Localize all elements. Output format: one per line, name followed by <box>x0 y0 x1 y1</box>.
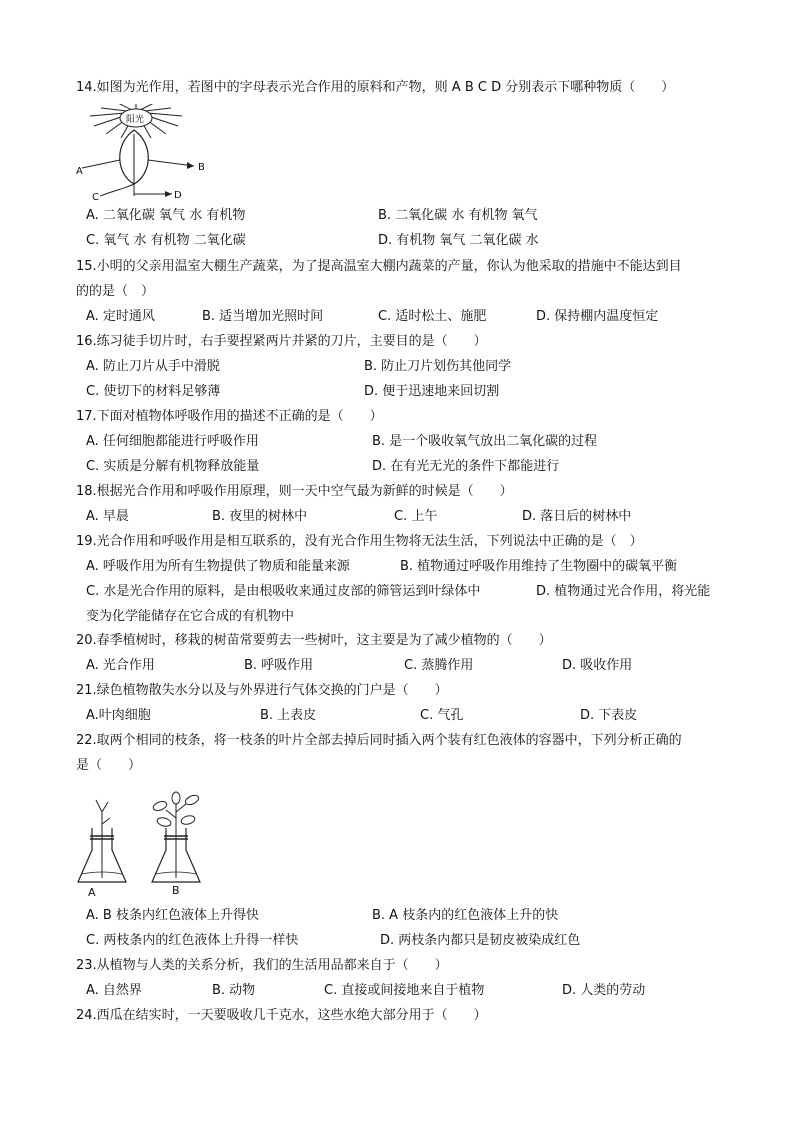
option-b[interactable]: B. 夜里的树林中 <box>212 509 308 524</box>
option-c[interactable]: C. 使切下的材料足够薄 <box>86 384 221 399</box>
option-a[interactable]: A. 早晨 <box>86 509 129 524</box>
option-c[interactable]: C. 实质是分解有机物释放能量 <box>86 459 260 474</box>
flask-a-label: A <box>88 886 96 898</box>
option-a[interactable]: A. B 枝条内红色液体上升得快 <box>86 908 259 923</box>
question-23-stem: 23.从植物与人类的关系分析，我们的生活用品都来自于（ ） <box>76 958 448 973</box>
option-a[interactable]: A. 任何细胞都能进行呼吸作用 <box>86 434 259 449</box>
option-d[interactable]: D. 两枝条内都只是韧皮被染成红色 <box>380 933 581 948</box>
question-15-stem-line-1: 15.小明的父亲用温室大棚生产蔬菜，为了提高温室大棚内蔬菜的产量，你认为他采取的措施中不能达到目 <box>76 259 682 274</box>
question-16-options-row-1 <box>86 357 736 377</box>
option-c[interactable]: C. 直接或间接地来自于植物 <box>324 983 485 998</box>
question-22-stem-line-2: 是（ ） <box>76 758 142 773</box>
option-a[interactable]: A. 自然界 <box>86 983 142 998</box>
question-18-options <box>86 507 736 527</box>
option-c[interactable]: C. 氧气 水 有机物 二氧化碳 <box>86 233 246 248</box>
option-b[interactable]: B. 呼吸作用 <box>244 658 314 673</box>
label-b: B <box>198 162 205 173</box>
question-22-stem-line-1: 22.取两个相同的枝条，将一枝条的叶片全部去掉后同时插入两个装有红色液体的容器中，下列分析正确的 <box>76 733 682 748</box>
question-22-options-row-1 <box>86 906 736 926</box>
option-c[interactable]: C. 上午 <box>394 509 438 524</box>
option-a[interactable]: A. 定时通风 <box>86 309 155 324</box>
flask-experiment-diagram <box>74 790 214 898</box>
question-14-options-row-2 <box>86 231 736 251</box>
arrow-a <box>82 160 120 168</box>
option-d[interactable]: D. 下表皮 <box>580 708 638 723</box>
option-a[interactable]: A. 二氧化碳 氧气 水 有机物 <box>86 208 246 223</box>
question-14-stem: 14.如图为光作用，若图中的字母表示光合作用的原料和产物，则 A B C D 分别表示下哪种物质（ ） <box>76 80 675 95</box>
flask-b-label: B <box>172 884 180 897</box>
label-c: C <box>92 192 99 203</box>
option-d[interactable]: D. 便于迅速地来回切割 <box>364 384 500 399</box>
question-24-stem: 24.西瓜在结实时，一天要吸收几千克水，这些水绝大部分用于（ ） <box>76 1008 487 1023</box>
option-c[interactable]: C. 水是光合作用的原料，是由根吸收来通过皮部的筛管运到叶绿体中 <box>86 584 481 599</box>
question-21-stem: 21.绿色植物散失水分以及与外界进行气体交换的门户是（ ） <box>76 683 448 698</box>
question-21-options <box>86 706 736 726</box>
option-c[interactable]: C. 适时松土、施肥 <box>378 309 487 324</box>
option-a[interactable]: A.叶肉细胞 <box>86 708 151 723</box>
option-b[interactable]: B. 上表皮 <box>260 708 317 723</box>
arrow-c <box>100 184 134 196</box>
photosynthesis-diagram <box>76 104 216 204</box>
option-b[interactable]: B. 防止刀片划伤其他同学 <box>364 359 512 374</box>
option-d[interactable]: D. 植物通过光合作用，将光能 <box>536 584 711 599</box>
option-d[interactable]: D. 落日后的树林中 <box>522 509 632 524</box>
option-a[interactable]: A. 防止刀片从手中滑脱 <box>86 359 220 374</box>
question-14-options-row-1 <box>86 206 736 226</box>
option-d[interactable]: D. 人类的劳动 <box>562 983 646 998</box>
option-a[interactable]: A. 呼吸作用为所有生物提供了物质和能量来源 <box>86 559 350 574</box>
question-19-stem: 19.光合作用和呼吸作用是相互联系的，没有光合作用生物将无法生活，下列说法中正确的是（ ） <box>76 534 643 549</box>
option-c[interactable]: C. 两枝条内的红色液体上升得一样快 <box>86 933 299 948</box>
question-15-stem-line-2: 的的是（ ） <box>76 284 155 299</box>
option-d[interactable]: D. 吸收作用 <box>562 658 633 673</box>
question-18-stem: 18.根据光合作用和呼吸作用原理，则一天中空气最为新鲜的时候是（ ） <box>76 484 513 499</box>
question-15-options <box>86 307 736 327</box>
question-17-options-row-2 <box>86 457 736 477</box>
label-a: A <box>76 166 83 177</box>
option-b[interactable]: B. 植物通过呼吸作用维持了生物圈中的碳氧平衡 <box>400 559 678 574</box>
option-b[interactable]: B. 适当增加光照时间 <box>202 309 324 324</box>
question-23-options <box>86 981 736 1001</box>
option-a[interactable]: A. 光合作用 <box>86 658 155 673</box>
sun-label: 阳光 <box>126 115 145 125</box>
option-c[interactable]: C. 蒸腾作用 <box>404 658 474 673</box>
question-20-stem: 20.春季植树时，移栽的树苗常要剪去一些树叶，这主要是为了减少植物的（ ） <box>76 633 552 648</box>
option-d[interactable]: D. 有机物 氧气 二氧化碳 水 <box>378 233 539 248</box>
question-20-options <box>86 656 736 676</box>
question-19-options-row-2 <box>86 582 736 602</box>
option-c[interactable]: C. 气孔 <box>420 708 464 723</box>
label-d: D <box>174 190 182 201</box>
option-b[interactable]: B. A 枝条内的红色液体上升的快 <box>372 908 559 923</box>
question-17-stem: 17.下面对植物体呼吸作用的描述不正确的是（ ） <box>76 409 383 424</box>
option-b[interactable]: B. 是一个吸收氧气放出二氧化碳的过程 <box>372 434 598 449</box>
option-d[interactable]: D. 在有光无光的条件下都能进行 <box>372 459 560 474</box>
question-16-stem: 16.练习徒手切片时，右手要捏紧两片并紧的刀片，主要目的是（ ） <box>76 334 487 349</box>
question-22-options-row-2 <box>86 931 736 951</box>
question-19-option-d-continued: 变为化学能储存在它合成的有机物中 <box>86 609 295 624</box>
question-19-options-row-1 <box>86 557 736 577</box>
option-b[interactable]: B. 动物 <box>212 983 256 998</box>
question-17-options-row-1 <box>86 432 736 452</box>
option-d[interactable]: D. 保持棚内温度恒定 <box>536 309 659 324</box>
question-16-options-row-2 <box>86 382 736 402</box>
option-b[interactable]: B. 二氧化碳 水 有机物 氧气 <box>378 208 538 223</box>
